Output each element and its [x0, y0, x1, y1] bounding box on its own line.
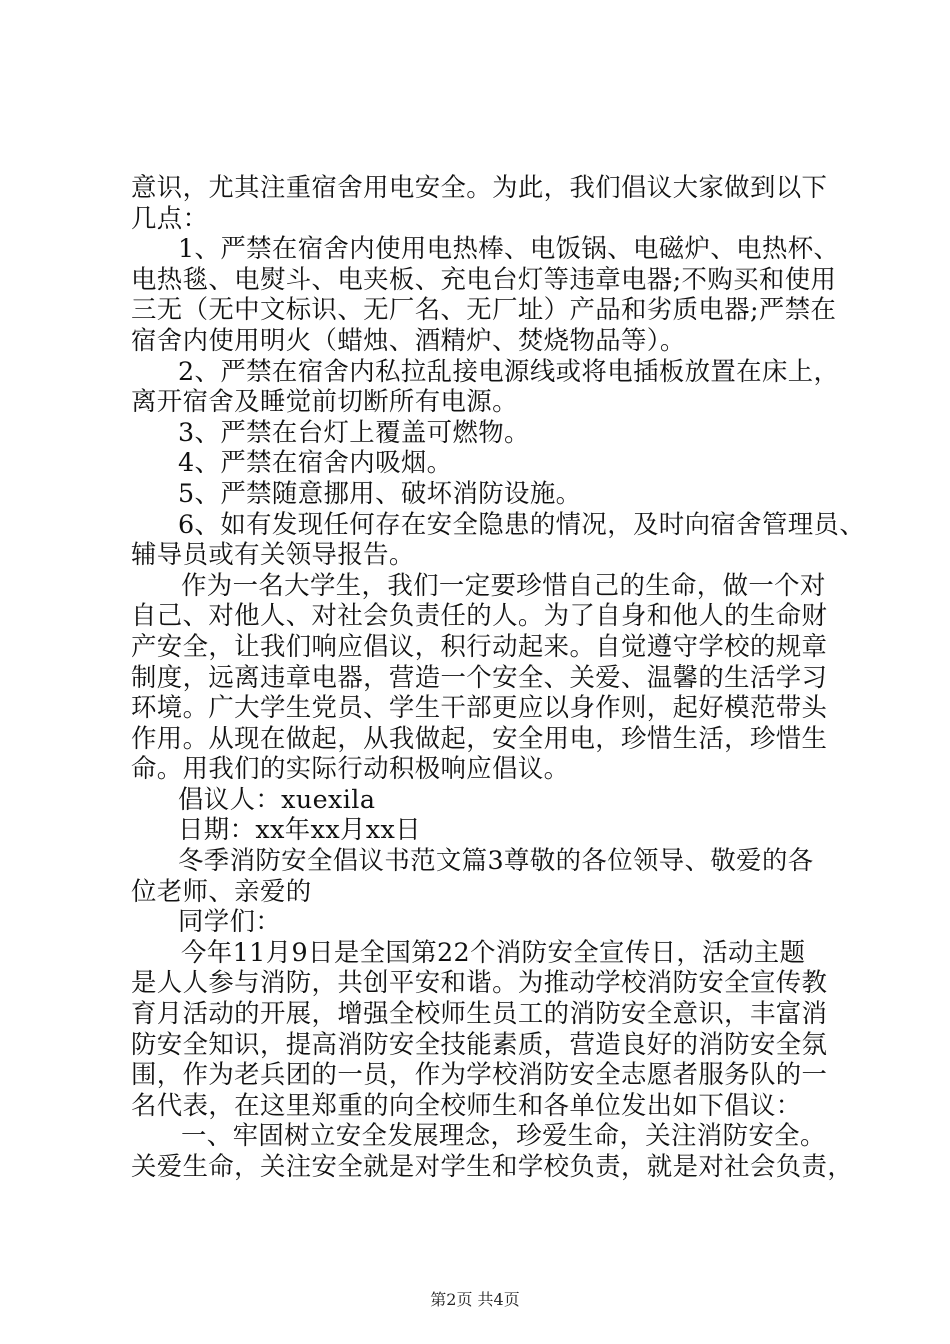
text-line: 日期：xx年xx月xx日	[178, 814, 422, 845]
text-line: 育月活动的开展，增强全校师生员工的消防安全意识，丰富消	[131, 998, 828, 1029]
text-line: 今年11月9日是全国第22个消防安全宣传日，活动主题	[181, 936, 806, 967]
text-line: 自己、对他人、对社会负责任的人。为了自身和他人的生命财	[131, 600, 828, 631]
text-line: 一、牢固树立安全发展理念，珍爱生命，关注消防安全。	[181, 1120, 826, 1151]
text-line: 命。用我们的实际行动积极响应倡议。	[131, 753, 570, 784]
text-line: 作用。从现在做起，从我做起，安全用电，珍惜生活，珍惜生	[131, 722, 828, 753]
text-line: 关爱生命，关注安全就是对学生和学校负责，就是对社会负责，	[131, 1151, 854, 1181]
text-line: 作为一名大学生，我们一定要珍惜自己的生命，做一个对	[181, 569, 826, 600]
document-body	[131, 172, 866, 1182]
text-line: 辅导员或有关领导报告。	[131, 539, 415, 570]
text-line: 倡议人：xuexila	[178, 783, 376, 814]
text-line: 围，作为老兵团的一员，作为学校消防安全志愿者服务队的一	[131, 1059, 828, 1090]
text-line: 环境。广大学生党员、学生干部更应以身作则，起好模范带头	[131, 692, 828, 723]
text-line: 同学们：	[178, 906, 282, 937]
text-line: 防安全知识，提高消防安全技能素质，营造良好的消防安全氛	[131, 1028, 828, 1059]
text-line: 6、如有发现任何存在安全隐患的情况，及时向宿舍管理员、	[178, 508, 866, 539]
page-footer: 第2页 共4页	[430, 1290, 520, 1309]
text-line: 3、严禁在台灯上覆盖可燃物。	[178, 416, 530, 447]
text-line: 5、严禁随意挪用、破坏消防设施。	[178, 477, 582, 508]
text-line: 离开宿舍及睡觉前切断所有电源。	[131, 386, 518, 417]
text-line: 位老师、亲爱的	[131, 875, 312, 906]
text-line: 宿舍内使用明火（蜡烛、酒精炉、焚烧物品等）。	[131, 324, 686, 355]
text-line: 冬季消防安全倡议书范文篇3尊敬的各位领导、敬爱的各	[178, 845, 814, 876]
text-line: 2、严禁在宿舍内私拉乱接电源线或将电插板放置在床上，	[178, 355, 840, 386]
text-line: 产安全，让我们响应倡议，积行动起来。自觉遵守学校的规章	[131, 630, 828, 661]
text-line: 意识，尤其注重宿舍用电安全。为此，我们倡议大家做到以下	[131, 172, 828, 202]
text-line: 1、严禁在宿舍内使用电热棒、电饭锅、电磁炉、电热杯、	[178, 233, 840, 264]
text-line: 几点：	[131, 202, 209, 233]
text-line: 电热毯、电熨斗、电夹板、充电台灯等违章电器;不购买和使用	[131, 263, 837, 294]
text-line: 4、严禁在宿舍内吸烟。	[178, 447, 453, 478]
text-line: 三无（无中文标识、无厂名、无厂址）产品和劣质电器;严禁在	[131, 294, 837, 325]
text-line: 制度，远离违章电器，营造一个安全、关爱、温馨的生活学习	[131, 661, 828, 692]
text-line: 名代表，在这里郑重的向全校师生和各单位发出如下倡议：	[131, 1089, 802, 1120]
text-line: 是人人参与消防，共创平安和谐。为推动学校消防安全宣传教	[131, 967, 828, 998]
